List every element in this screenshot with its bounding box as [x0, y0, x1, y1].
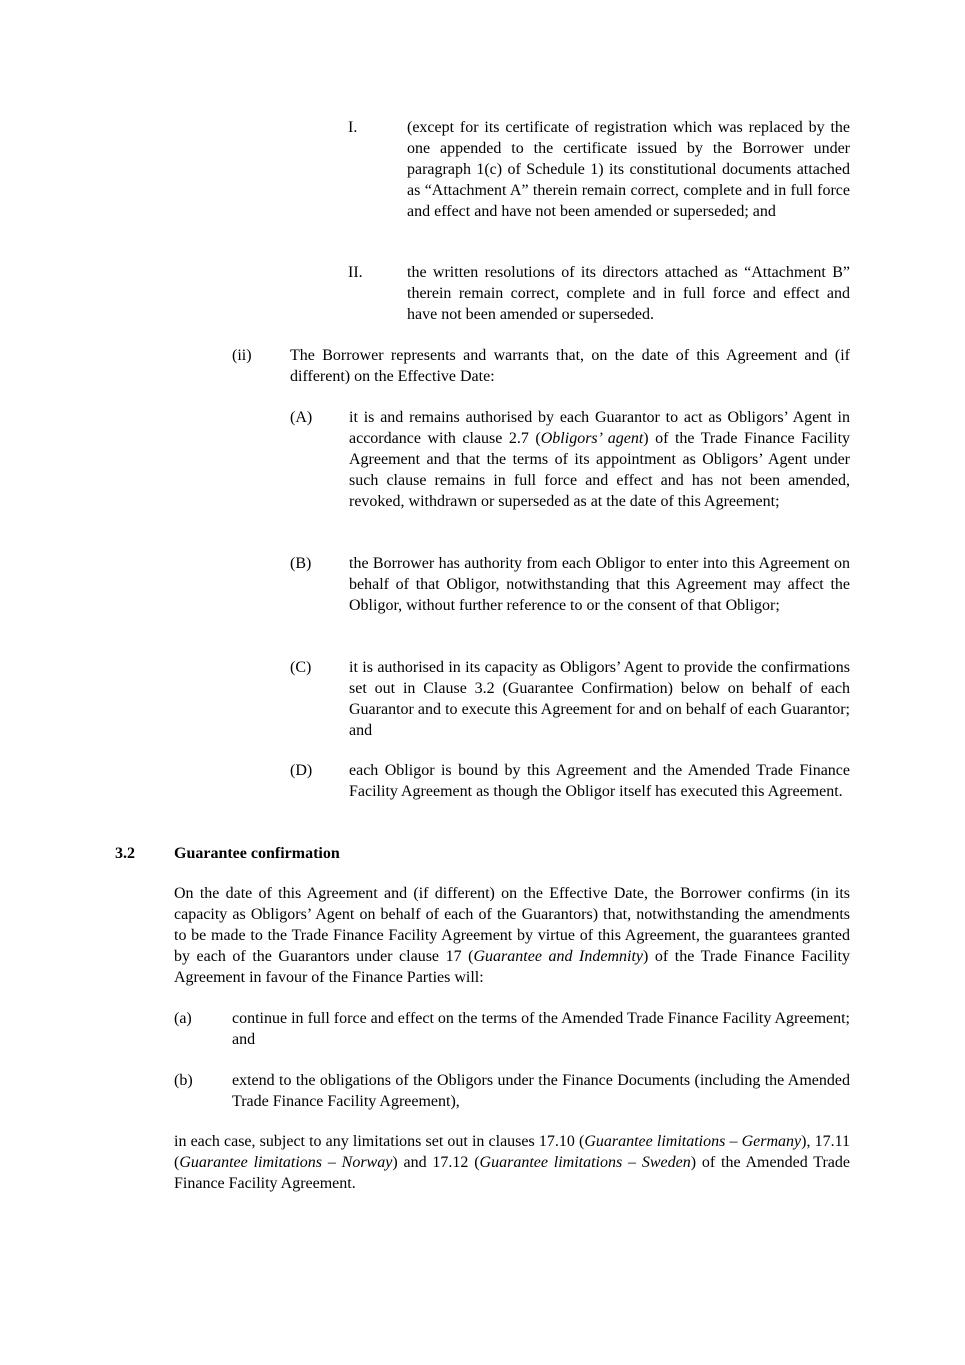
- text-segment: ) of the Amended Trade Finance Facility Agreement.: [174, 1154, 850, 1192]
- item-A-text: [349, 407, 850, 512]
- item-II-label: II.: [348, 264, 363, 281]
- text-segment: Guarantee confirmation: [174, 845, 340, 862]
- item-I-text: [407, 117, 850, 222]
- text-segment: (except for its certificate of registration which was replaced by the one appended to the certificate issued by the Borrower under paragraph 1(c) of Schedule 1) its constitutional documents attached as “Attachment A” therein remain correct, complete and in full force and effect and have not been amended or superseded; and: [407, 119, 850, 220]
- italic-reference: Guarantee limitations – Germany: [584, 1133, 802, 1150]
- item-ii-text: [290, 345, 850, 387]
- text-segment: the written resolutions of its directors attached as “Attachment B” therein remain correct, complete and in full force and effect and have not been amended or superseded.: [407, 264, 850, 323]
- item-b-text: [232, 1070, 850, 1112]
- item-II-text: [407, 262, 850, 325]
- section-3-2-text: [174, 843, 850, 864]
- item-C-text: [349, 657, 850, 741]
- text-segment: ) and 17.12 (: [392, 1154, 480, 1171]
- item-D-text: [349, 760, 850, 802]
- item-a-label: (a): [174, 1010, 192, 1027]
- text-segment: On the date of this Agreement and (if different) on the Effective Date, the Borrower confirms (in its capacity as Obligors’ Agent on behalf of each of the Guarantors) that, notwithstanding the amendments to be made to the Trade Finance Facility Agreement by virtue of this Agreement, the guarantees granted by each of the Guarantors under clause 17 (: [174, 885, 850, 965]
- item-A-label: (A): [290, 409, 313, 426]
- text-segment: in each case, subject to any limitations set out in clauses 17.10 (: [174, 1133, 585, 1150]
- text-segment: extend to the obligations of the Obligors under the Finance Documents (including the Amended Trade Finance Facility Agreement),: [232, 1072, 850, 1110]
- item-a-text: [232, 1008, 850, 1050]
- text-segment: ), 17.11 (: [174, 1133, 851, 1171]
- italic-reference: Obligors’ agent: [540, 430, 644, 447]
- text-segment: ) of the Trade Finance Facility Agreement and that the terms of its appointment as Obligors’ Agent under such clause remains in full force and effect and has not been amended, revoked, withdrawn or superseded as at the date of this Agreement;: [349, 430, 851, 510]
- item-D-label: (D): [290, 762, 313, 779]
- italic-reference: Guarantee limitations – Sweden: [479, 1154, 691, 1171]
- item-ii-label: (ii): [232, 347, 252, 364]
- text-segment: it is authorised in its capacity as Obligors’ Agent to provide the confirmations set out in Clause 3.2 (Guarantee Confirmation) below on behalf of each Guarantor and to execute this Agreement for and on behalf of each Guarantor; and: [349, 659, 850, 739]
- text-segment: The Borrower represents and warrants that, on the date of this Agreement and (if different) on the Effective Date:: [290, 347, 850, 385]
- text-segment: ) of the Trade Finance Facility Agreement in favour of the Finance Parties will:: [174, 948, 851, 986]
- para-confirm-text: [174, 883, 850, 988]
- item-b-label: (b): [174, 1072, 193, 1089]
- item-B-label: (B): [290, 555, 312, 572]
- section-3-2-label: 3.2: [115, 845, 135, 862]
- italic-reference: Guarantee and Indemnity: [473, 948, 644, 965]
- item-C-label: (C): [290, 659, 312, 676]
- text-segment: it is and remains authorised by each Guarantor to act as Obligors’ Agent in accordance with clause 2.7 (: [349, 409, 850, 447]
- italic-reference: Guarantee limitations – Norway: [179, 1154, 393, 1171]
- para-final-text: [174, 1131, 850, 1194]
- item-B-text: [349, 553, 850, 616]
- text-segment: continue in full force and effect on the terms of the Amended Trade Finance Facility Agreement; and: [232, 1010, 850, 1048]
- item-I-label: I.: [348, 119, 358, 136]
- text-segment: the Borrower has authority from each Obligor to enter into this Agreement on behalf of that Obligor, notwithstanding that this Agreement may affect the Obligor, without further reference to or the consent of that Obligor;: [349, 555, 850, 614]
- text-segment: each Obligor is bound by this Agreement and the Amended Trade Finance Facility Agreement as though the Obligor itself has executed this Agreement.: [349, 762, 850, 800]
